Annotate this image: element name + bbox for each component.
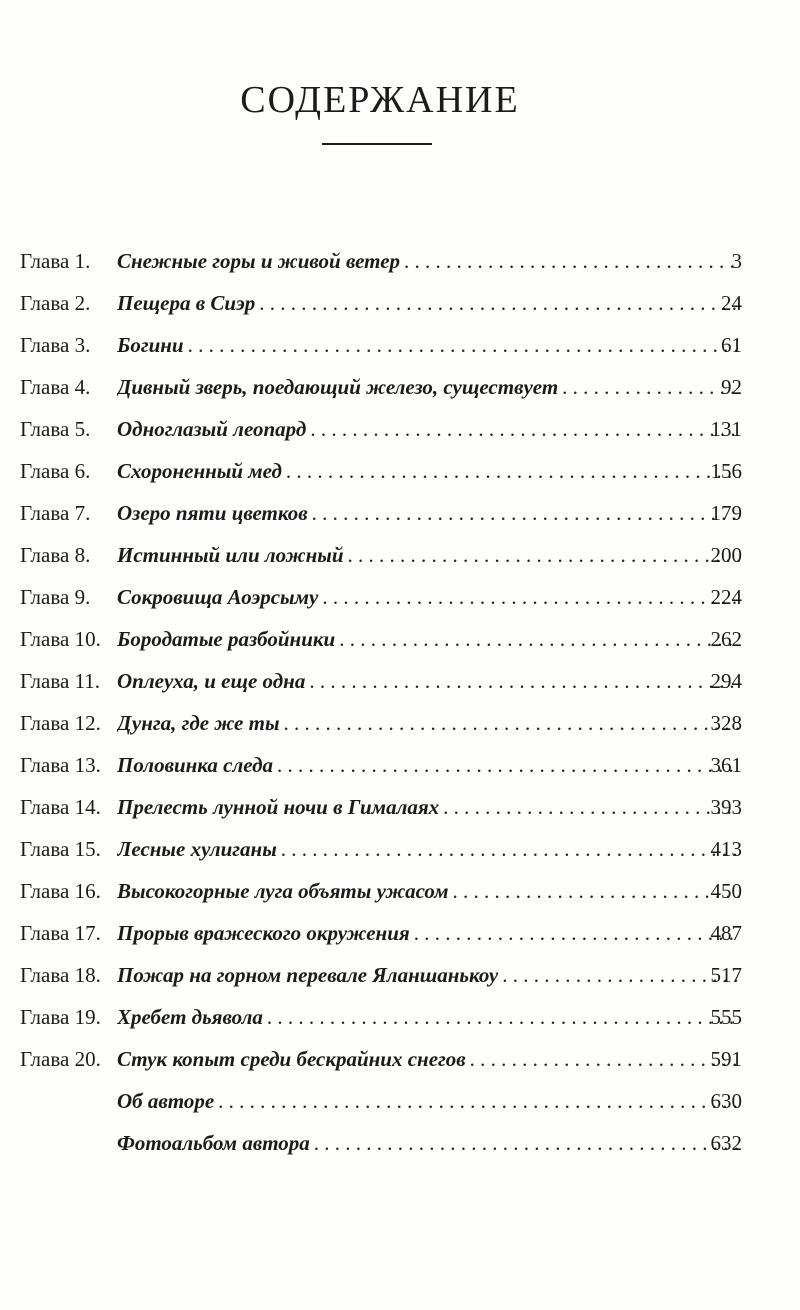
page-number: 591	[710, 1047, 742, 1071]
chapter-label: Глава 13.	[20, 753, 101, 777]
chapter-label: Глава 2.	[20, 291, 91, 315]
toc-entry-title-with-leader	[117, 417, 740, 442]
page-number: 413	[710, 837, 742, 861]
chapter-title: Дивный зверь, поедающий железо, существует	[117, 375, 559, 399]
page-number: 92	[721, 375, 742, 399]
toc-entry	[0, 459, 800, 501]
toc-entry-title-with-leader	[117, 879, 740, 904]
dot-leader	[218, 1089, 740, 1114]
table-of-contents	[0, 249, 800, 1173]
toc-entry-title-with-leader	[117, 921, 740, 946]
chapter-title: Одноглазый леопард	[117, 417, 307, 441]
toc-entry	[0, 291, 800, 333]
toc-entry-title-with-leader	[117, 501, 740, 526]
chapter-title: Снежные горы и живой ветер	[117, 249, 401, 273]
chapter-label: Глава 11.	[20, 669, 101, 693]
chapter-title: Истинный или ложный	[117, 543, 344, 567]
page-number: 200	[710, 543, 742, 567]
dot-leader	[281, 837, 740, 862]
chapter-title: Пожар на горном перевале Яланшанькоу	[117, 963, 499, 987]
page-number: 328	[710, 711, 742, 735]
page-number: 156	[710, 459, 742, 483]
chapter-title: Прелесть лунной ночи в Гималаях	[117, 795, 440, 819]
chapter-title: Об авторе	[117, 1089, 215, 1113]
chapter-label: Глава 18.	[20, 963, 101, 987]
page-number: 294	[710, 669, 742, 693]
chapter-label: Глава 3.	[20, 333, 91, 357]
dot-leader	[312, 501, 740, 526]
dot-leader	[284, 711, 740, 736]
toc-entry-title-with-leader	[117, 543, 740, 568]
chapter-title: Прорыв вражеского окружения	[117, 921, 410, 945]
toc-entry	[0, 669, 800, 711]
toc-entry-title-with-leader	[117, 1089, 740, 1114]
chapter-label: Глава 16.	[20, 879, 101, 903]
chapter-title: Богини	[117, 333, 184, 357]
chapter-label: Глава 7.	[20, 501, 91, 525]
toc-entry-title-with-leader	[117, 1047, 740, 1072]
chapter-title: Схороненный мед	[117, 459, 282, 483]
title-underline	[322, 143, 432, 145]
page-number: 262	[710, 627, 742, 651]
chapter-title: Хребет дьявола	[117, 1005, 263, 1029]
page-number: 3	[731, 249, 742, 273]
toc-entry	[0, 1047, 800, 1089]
page-number: 224	[710, 585, 742, 609]
chapter-label: Глава 1.	[20, 249, 91, 273]
page-title: СОДЕРЖАНИЕ	[240, 79, 520, 121]
page-number: 393	[710, 795, 742, 819]
chapter-label: Глава 5.	[20, 417, 91, 441]
toc-entry	[0, 711, 800, 753]
toc-entry-title-with-leader	[117, 1131, 740, 1156]
toc-entry	[0, 543, 800, 585]
dot-leader	[310, 417, 740, 442]
toc-entry-title-with-leader	[117, 669, 740, 694]
toc-entry	[0, 375, 800, 417]
toc-entry	[0, 1089, 800, 1131]
page-number: 630	[710, 1089, 742, 1113]
toc-entry-title-with-leader	[117, 249, 740, 274]
toc-entry-title-with-leader	[117, 753, 740, 778]
toc-entry	[0, 585, 800, 627]
chapter-title: Пещера в Сиэр	[117, 291, 256, 315]
chapter-label: Глава 14.	[20, 795, 101, 819]
chapter-label: Глава 20.	[20, 1047, 101, 1071]
chapter-title: Сокровища Аоэрсыму	[117, 585, 319, 609]
page-number: 555	[710, 1005, 742, 1029]
toc-entry-title-with-leader	[117, 963, 740, 988]
toc-entry-title-with-leader	[117, 291, 740, 316]
toc-entry	[0, 417, 800, 459]
toc-entry-title-with-leader	[117, 795, 740, 820]
chapter-title: Дунга, где же ты	[117, 711, 280, 735]
chapter-label: Глава 6.	[20, 459, 91, 483]
chapter-label: Глава 12.	[20, 711, 101, 735]
page-number: 487	[710, 921, 742, 945]
chapter-title: Лесные хулиганы	[117, 837, 277, 861]
page-number: 632	[710, 1131, 742, 1155]
chapter-title: Озеро пяти цветков	[117, 501, 308, 525]
dot-leader	[267, 1005, 740, 1030]
toc-entry-title-with-leader	[117, 333, 740, 358]
dot-leader	[322, 585, 740, 610]
toc-entry	[0, 879, 800, 921]
dot-leader	[259, 291, 740, 316]
dot-leader	[286, 459, 740, 484]
dot-leader	[188, 333, 740, 358]
chapter-title: Фотоальбом автора	[117, 1131, 310, 1155]
toc-entry	[0, 795, 800, 837]
chapter-label: Глава 4.	[20, 375, 91, 399]
toc-entry-title-with-leader	[117, 459, 740, 484]
chapter-title: Оплеуха, и еще одна	[117, 669, 306, 693]
page-number: 131	[710, 417, 742, 441]
toc-entry-title-with-leader	[117, 627, 740, 652]
dot-leader	[314, 1131, 740, 1156]
toc-entry	[0, 501, 800, 543]
toc-entry	[0, 963, 800, 1005]
chapter-label: Глава 15.	[20, 837, 101, 861]
chapter-label: Глава 10.	[20, 627, 101, 651]
toc-entry	[0, 249, 800, 291]
page-number: 24	[721, 291, 742, 315]
toc-entry	[0, 1131, 800, 1173]
chapter-title: Бородатые разбойники	[117, 627, 336, 651]
toc-entry	[0, 333, 800, 375]
page-number: 361	[710, 753, 742, 777]
dot-leader	[277, 753, 740, 778]
chapter-label: Глава 17.	[20, 921, 101, 945]
toc-entry-title-with-leader	[117, 1005, 740, 1030]
page-number: 61	[721, 333, 742, 357]
toc-entry-title-with-leader	[117, 375, 740, 400]
toc-entry	[0, 1005, 800, 1047]
dot-leader	[309, 669, 740, 694]
page-number: 517	[710, 963, 742, 987]
chapter-title: Стук копыт среди бескрайних снегов	[117, 1047, 466, 1071]
chapter-title: Высокогорные луга объяты ужасом	[117, 879, 449, 903]
toc-entry	[0, 753, 800, 795]
toc-entry-title-with-leader	[117, 837, 740, 862]
toc-entry-title-with-leader	[117, 585, 740, 610]
toc-entry	[0, 921, 800, 963]
toc-entry	[0, 837, 800, 879]
chapter-label: Глава 9.	[20, 585, 91, 609]
page-number: 450	[710, 879, 742, 903]
toc-entry	[0, 627, 800, 669]
page-number: 179	[710, 501, 742, 525]
toc-entry-title-with-leader	[117, 711, 740, 736]
dot-leader	[339, 627, 740, 652]
chapter-title: Половинка следа	[117, 753, 273, 777]
chapter-label: Глава 8.	[20, 543, 91, 567]
chapter-label: Глава 19.	[20, 1005, 101, 1029]
